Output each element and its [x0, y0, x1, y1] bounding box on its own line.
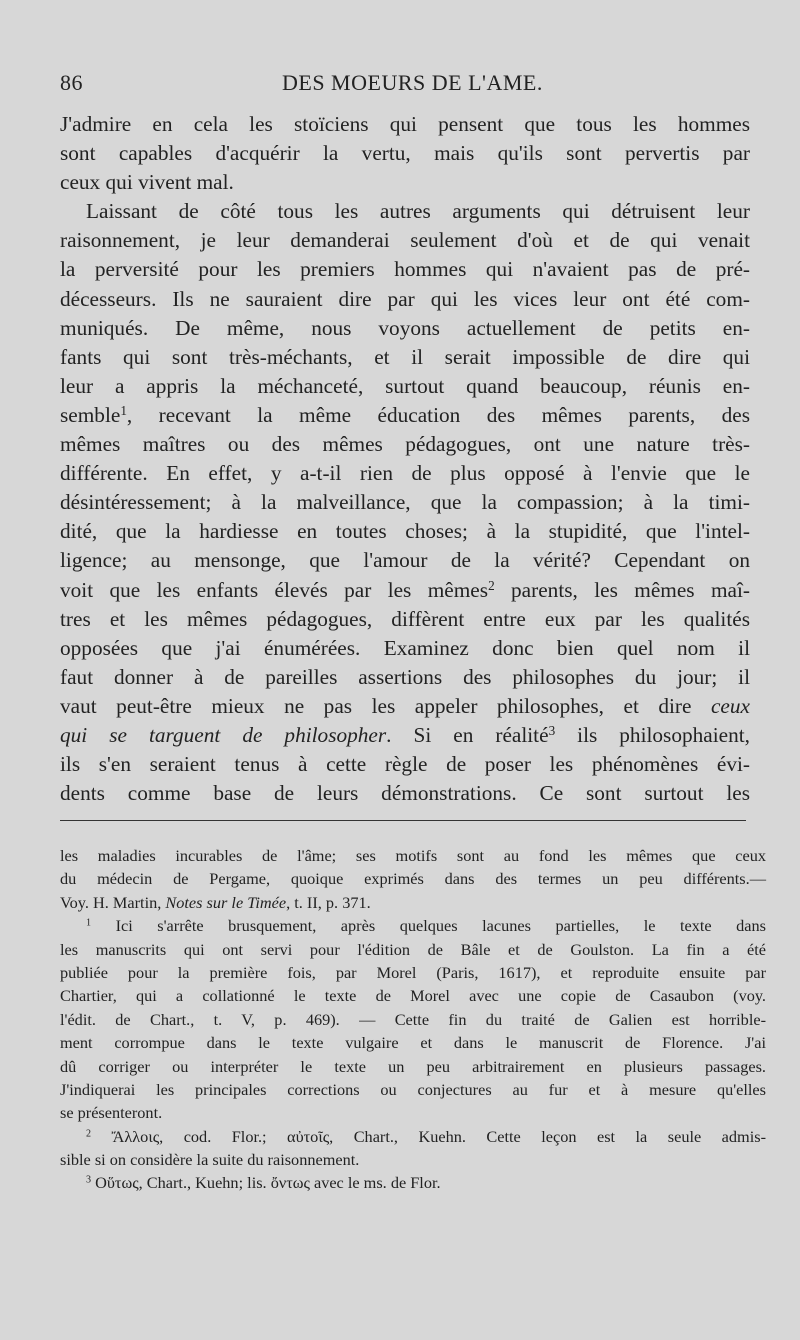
text-run: raisonnement, je leur demanderai seulement d'où et de qui venait — [60, 228, 750, 253]
text-run: dité, que la hardiesse en toutes choses; à la stupidité, que l'intel- — [60, 519, 750, 544]
text-run: faut donner à de pareilles assertions des philosophes du jour; il — [60, 664, 750, 689]
text-line — [60, 634, 750, 663]
page-number: 86 — [60, 70, 83, 95]
footnotes — [60, 844, 766, 1195]
footnote-marker: 3 — [86, 1174, 92, 1186]
text-run: dû corriger ou interpréter le texte un peu arbitrairement en plusieurs passages. — [60, 1056, 766, 1076]
text-line — [60, 343, 750, 372]
text-run: les manuscrits qui ont servi pour l'édition de Bâle et de Goulston. La fin a été — [60, 939, 766, 959]
footnote-line — [60, 891, 766, 914]
italic-text: ceux — [710, 693, 750, 718]
running-title: DES MOEURS DE L'AME. — [282, 70, 543, 95]
text-line — [60, 401, 750, 430]
text-run: semble — [60, 402, 121, 427]
text-line — [60, 663, 750, 692]
text-line — [60, 314, 750, 343]
footnote-marker: 2 — [86, 1128, 92, 1140]
footnote-line — [60, 1125, 766, 1148]
text-run: l'édit. de Chart., t. V, p. 469). — Cette fin du traité de Galien est horrible- — [60, 1009, 766, 1029]
footnote-line — [60, 844, 766, 867]
footnote-line — [60, 1171, 766, 1194]
footnote-line — [60, 914, 766, 937]
text-line — [60, 750, 750, 779]
footnote-line — [60, 938, 766, 961]
text-run: sible si on considère la suite du raisonnement. — [60, 1150, 360, 1170]
text-line — [60, 197, 750, 226]
text-run: , recevant la même éducation des mêmes parents, des — [126, 402, 750, 427]
footnote-line — [60, 961, 766, 984]
text-line — [60, 779, 750, 808]
text-line — [60, 459, 750, 488]
text-run: leur a appris la méchanceté, surtout quand beaucoup, réunis en- — [60, 373, 750, 398]
text-run: J'indiquerai les principales corrections ou conjectures au fur et à mesure qu'elles — [60, 1079, 766, 1099]
text-run: tres et les mêmes pédagogues, diffèrent entre eux par les qualités — [60, 606, 750, 631]
text-line — [60, 168, 750, 197]
footnote-marker: 1 — [120, 402, 127, 418]
text-line — [60, 226, 750, 255]
text-run: la perversité pour les premiers hommes qui n'avaient pas de pré- — [60, 257, 750, 282]
text-run: décesseurs. Ils ne sauraient dire par qui les vices leur ont été com- — [60, 286, 750, 311]
footnote-divider — [60, 820, 746, 821]
text-line — [60, 139, 750, 168]
text-run: ment corrompue dans le texte vulgaire et dans le manuscrit de Florence. J'ai — [60, 1033, 766, 1053]
text-run: ils philosophaient, — [555, 722, 750, 747]
text-run: Ἄλλοις, cod. Flor.; αὐτοῖς, Chart., Kuehn. Cette leçon est la seule admis- — [91, 1126, 766, 1146]
text-line — [60, 546, 750, 575]
footnote-marker: 3 — [548, 722, 556, 738]
text-line — [60, 576, 750, 605]
text-line — [60, 430, 750, 459]
footnote-line — [60, 867, 766, 890]
text-run: différente. En effet, y a-t-il rien de plus opposé à l'envie que le — [60, 461, 750, 486]
text-line — [60, 255, 750, 284]
text-run: fants qui sont très-méchants, et il serait impossible de dire qui — [60, 344, 750, 369]
text-run: ligence; au mensonge, que l'amour de la vérité? Cependant on — [60, 548, 750, 573]
text-run: J'admire en cela les stoïciens qui pensent que tous les hommes — [60, 112, 750, 136]
text-run: Ici s'arrête brusquement, après quelques lacunes partielles, le texte dans — [91, 916, 766, 936]
text-line — [60, 605, 750, 634]
text-run: sont capables d'acquérir la vertu, mais qu'ils sont pervertis par — [60, 141, 750, 166]
italic-text: Notes sur le Timée — [165, 892, 287, 912]
text-line — [60, 488, 750, 517]
footnote-line — [60, 1008, 766, 1031]
text-run: Laissant de côté tous les autres arguments qui détruisent leur — [86, 199, 750, 224]
footnote-line — [60, 1101, 766, 1124]
text-run: opposées que j'ai énumérées. Examinez donc bien quel nom il — [60, 635, 750, 660]
main-text — [60, 110, 750, 808]
footnote-line — [60, 1148, 766, 1171]
text-run: . Si en réalité — [386, 722, 549, 747]
text-run: Chartier, qui a collationné le texte de Morel avec une copie de Casaubon (voy. — [60, 986, 766, 1006]
text-run: Οὕτως, Chart., Kuehn; lis. ὄντως avec le ms. de Flor. — [91, 1173, 441, 1193]
italic-text: qui se targuent de philosopher — [60, 722, 387, 747]
text-run: voit que les enfants élevés par les mêmes — [60, 577, 489, 602]
text-run: dents comme base de leurs démonstrations. Ce sont surtout les — [60, 781, 750, 806]
footnote-marker: 1 — [86, 917, 92, 929]
text-run: désintéressement; à la malveillance, que la compassion; à la timi- — [60, 490, 750, 515]
text-run: muniqués. De même, nous voyons actuellement de petits en- — [60, 315, 750, 340]
text-run: ceux qui vivent mal. — [60, 170, 234, 195]
text-run: , t. II, p. 371. — [286, 892, 371, 912]
text-run: les maladies incurables de l'âme; ses motifs sont au fond les mêmes que ceux — [60, 846, 766, 865]
footnote-line — [60, 1031, 766, 1054]
text-line — [60, 110, 750, 139]
footnote-marker: 2 — [488, 577, 495, 593]
text-run: vaut peut-être mieux ne pas les appeler philosophes, et dire — [60, 693, 711, 718]
text-run: se présenteront. — [60, 1103, 163, 1123]
text-line — [60, 372, 750, 401]
text-line — [60, 517, 750, 546]
footnote-line — [60, 1078, 766, 1101]
footnote-line — [60, 984, 766, 1007]
text-run: Voy. H. Martin, — [60, 892, 166, 912]
text-run: du médecin de Pergame, quoique exprimés dans des termes un peu différents.— — [60, 869, 766, 889]
text-line — [60, 285, 750, 314]
text-line — [60, 692, 750, 721]
text-run: ils s'en seraient tenus à cette règle de poser les phénomènes évi- — [60, 752, 750, 777]
text-run: parents, les mêmes maî- — [494, 577, 750, 602]
page-header — [60, 70, 740, 106]
footnote-line — [60, 1055, 766, 1078]
text-run: mêmes maîtres ou des mêmes pédagogues, ont une nature très- — [60, 432, 750, 457]
text-line — [60, 721, 750, 750]
text-run: publiée pour la première fois, par Morel (Paris, 1617), et reproduite ensuite par — [60, 962, 766, 982]
